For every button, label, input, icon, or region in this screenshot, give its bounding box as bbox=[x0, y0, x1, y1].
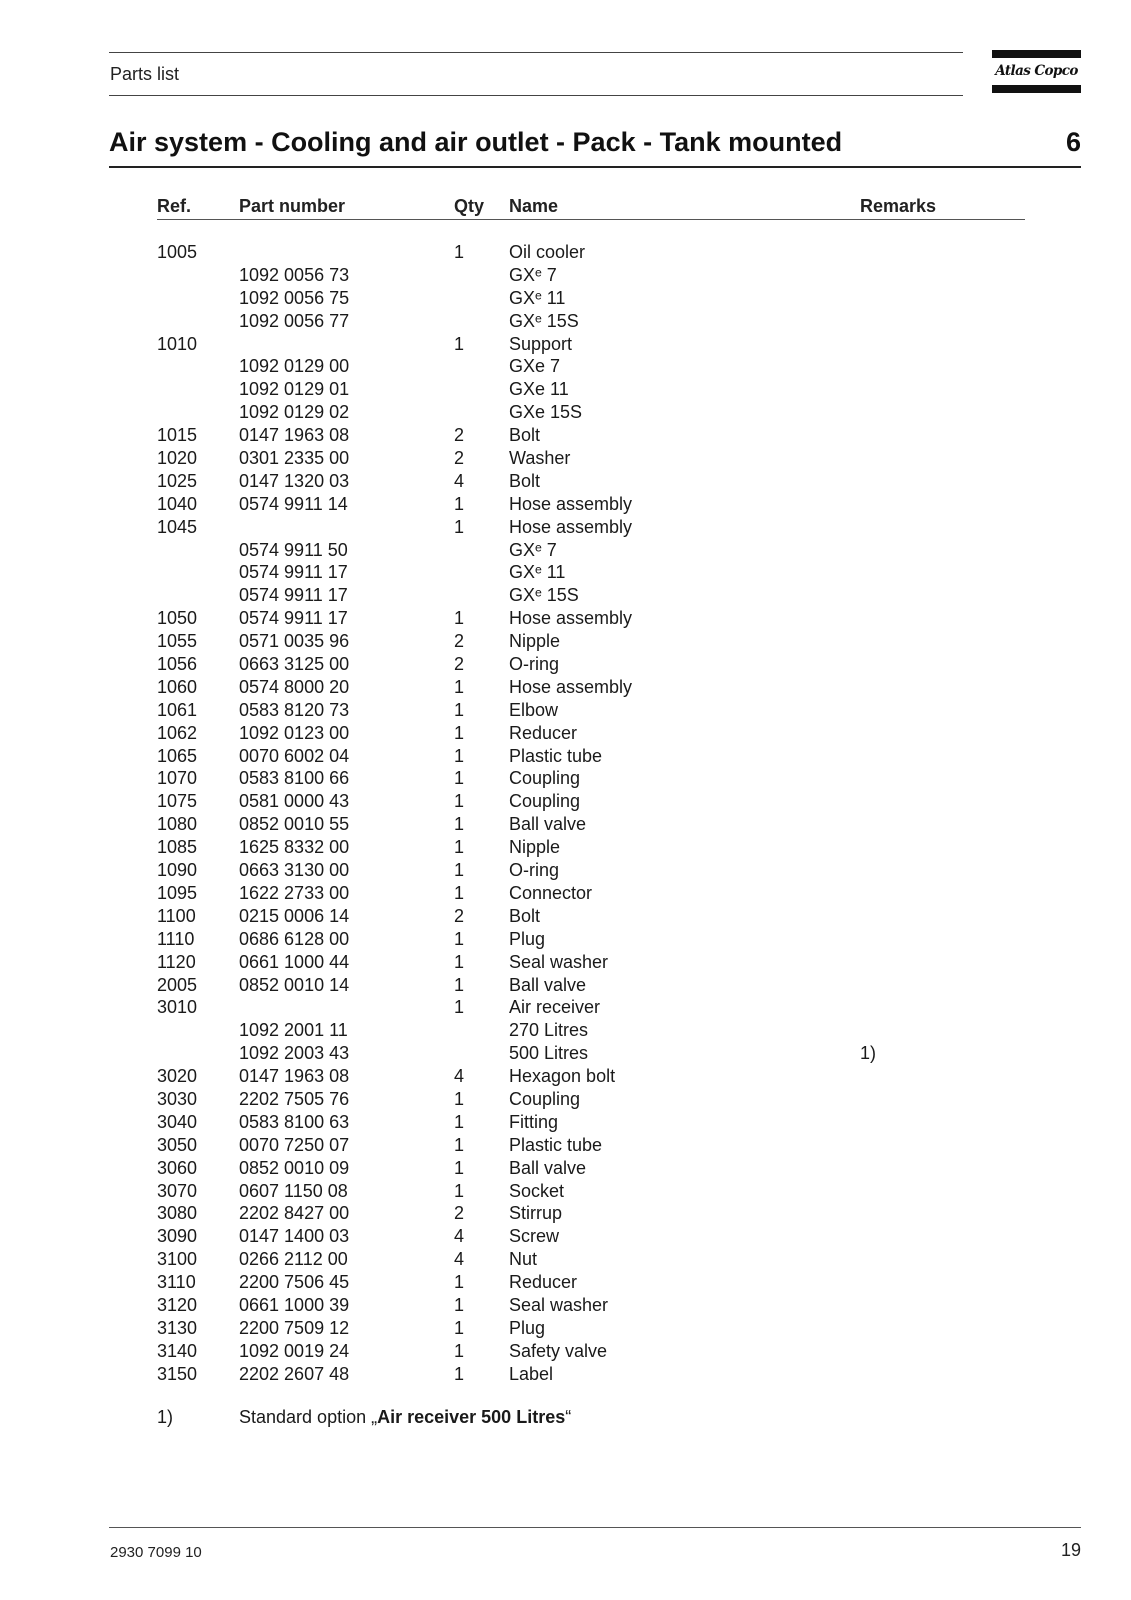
row-ref: 3070 bbox=[157, 1180, 198, 1201]
page-title: Air system - Cooling and air outlet - Pack - Tank mounted bbox=[109, 127, 843, 157]
row-ref: 3040 bbox=[157, 1111, 198, 1132]
row-qty: 2 bbox=[454, 425, 465, 446]
row-part-number: 1092 0129 01 bbox=[239, 379, 350, 400]
table-row bbox=[0, 1202, 1131, 1225]
row-part-number: 0663 3125 00 bbox=[239, 654, 350, 675]
row-name: Support bbox=[509, 333, 573, 354]
header-bottom-rule bbox=[109, 95, 963, 96]
table-row bbox=[0, 1363, 1131, 1386]
row-part-number: 0266 2112 00 bbox=[239, 1249, 348, 1270]
row-name: Elbow bbox=[509, 699, 559, 720]
row-name: Coupling bbox=[509, 1088, 581, 1109]
row-part-number: 0583 8100 66 bbox=[239, 768, 350, 789]
table-row bbox=[0, 745, 1131, 768]
header-section-label: Parts list bbox=[110, 64, 180, 84]
row-ref: 1005 bbox=[157, 242, 198, 262]
row-part-number: 0583 8100 63 bbox=[239, 1111, 350, 1132]
row-name: GXᵉ 15S bbox=[509, 585, 579, 606]
row-ref: 3110 bbox=[157, 1272, 196, 1293]
row-qty: 1 bbox=[454, 333, 465, 354]
row-name: Seal washer bbox=[509, 1294, 609, 1315]
row-qty: 1 bbox=[454, 1157, 465, 1178]
row-ref: 1110 bbox=[157, 928, 195, 949]
row-ref: 3100 bbox=[157, 1249, 198, 1270]
row-part-number: 0070 6002 04 bbox=[239, 745, 350, 766]
table-row bbox=[0, 722, 1131, 745]
table-row bbox=[0, 539, 1131, 562]
row-qty: 1 bbox=[454, 1088, 465, 1109]
table-row bbox=[0, 310, 1131, 333]
footnote-text-prefix: Standard option „ bbox=[239, 1407, 378, 1427]
row-qty: 1 bbox=[454, 1317, 465, 1338]
table-row bbox=[0, 1134, 1131, 1157]
row-name: Hose assembly bbox=[509, 676, 633, 697]
row-qty: 1 bbox=[454, 882, 465, 903]
table-row bbox=[0, 974, 1131, 997]
row-name: Air receiver bbox=[509, 997, 601, 1018]
row-part-number: 0663 3130 00 bbox=[239, 860, 350, 881]
row-name: GXe 11 bbox=[509, 379, 569, 400]
table-row bbox=[0, 1271, 1131, 1294]
table-row bbox=[0, 447, 1131, 470]
row-ref: 3090 bbox=[157, 1226, 198, 1247]
table-row bbox=[0, 1111, 1131, 1134]
row-part-number: 2200 7509 12 bbox=[239, 1317, 350, 1338]
row-ref: 3050 bbox=[157, 1134, 198, 1155]
page-number: 19 bbox=[1060, 1540, 1081, 1560]
row-name: Fitting bbox=[509, 1111, 559, 1132]
row-name: Plug bbox=[509, 928, 546, 949]
row-ref: 3060 bbox=[157, 1157, 198, 1178]
row-qty: 1 bbox=[454, 516, 465, 537]
row-qty: 1 bbox=[454, 928, 465, 949]
column-header-qty: Qty bbox=[454, 196, 485, 216]
row-qty: 1 bbox=[454, 791, 465, 812]
logo-top-bar bbox=[992, 50, 1081, 58]
row-name: Hexagon bolt bbox=[509, 1066, 616, 1087]
table-row bbox=[0, 1225, 1131, 1248]
row-part-number: 0574 9911 17 bbox=[239, 585, 348, 606]
row-qty: 2 bbox=[454, 905, 465, 926]
row-ref: 3120 bbox=[157, 1294, 198, 1315]
row-qty: 1 bbox=[454, 974, 465, 995]
row-name: Plastic tube bbox=[509, 745, 603, 766]
row-name: GXe 15S bbox=[509, 402, 583, 423]
row-part-number: 0070 7250 07 bbox=[239, 1134, 350, 1155]
row-name: Coupling bbox=[509, 791, 581, 812]
table-row bbox=[0, 1294, 1131, 1317]
logo-bottom-bar bbox=[992, 85, 1081, 93]
row-part-number: 0574 9911 17 bbox=[239, 562, 348, 583]
title-rule bbox=[109, 166, 1081, 168]
row-ref: 1070 bbox=[157, 768, 198, 789]
table-row bbox=[0, 516, 1131, 539]
row-ref: 1045 bbox=[157, 516, 198, 537]
table-row bbox=[0, 653, 1131, 676]
row-ref: 1025 bbox=[157, 470, 198, 491]
table-row bbox=[0, 859, 1131, 882]
row-ref: 1015 bbox=[157, 425, 198, 446]
row-ref: 1061 bbox=[157, 699, 198, 720]
row-name: O-ring bbox=[509, 860, 560, 881]
table-row bbox=[0, 928, 1131, 951]
row-part-number: 1092 2003 43 bbox=[239, 1043, 350, 1064]
row-name: Reducer bbox=[509, 722, 578, 743]
row-part-number: 1622 2733 00 bbox=[239, 882, 350, 903]
row-ref: 3080 bbox=[157, 1203, 198, 1224]
row-part-number: 0147 1320 03 bbox=[239, 470, 350, 491]
table-row bbox=[0, 1317, 1131, 1340]
row-ref: 1075 bbox=[157, 791, 198, 812]
row-name: O-ring bbox=[509, 654, 560, 675]
row-name: Reducer bbox=[509, 1272, 578, 1293]
table-row bbox=[0, 699, 1131, 722]
row-qty: 1 bbox=[454, 1363, 465, 1384]
row-name: Socket bbox=[509, 1180, 565, 1201]
row-name: Seal washer bbox=[509, 951, 609, 972]
row-qty: 1 bbox=[454, 608, 465, 629]
row-name: Washer bbox=[509, 448, 571, 469]
row-qty: 2 bbox=[454, 631, 465, 652]
table-row bbox=[0, 767, 1131, 790]
row-ref: 1040 bbox=[157, 493, 198, 514]
row-part-number: 2202 8427 00 bbox=[239, 1203, 350, 1224]
table-row bbox=[0, 493, 1131, 516]
table-row bbox=[0, 561, 1131, 584]
row-name: Hose assembly bbox=[509, 493, 633, 514]
row-name: GXᵉ 15S bbox=[509, 310, 579, 331]
row-name: Plastic tube bbox=[509, 1134, 603, 1155]
row-name: GXe 7 bbox=[509, 356, 561, 377]
table-row bbox=[0, 1019, 1131, 1042]
row-part-number: 0301 2335 00 bbox=[239, 448, 350, 469]
row-part-number: 0574 9911 14 bbox=[239, 493, 348, 514]
row-part-number: 0583 8120 73 bbox=[239, 699, 350, 720]
column-header-ref: Ref. bbox=[157, 196, 192, 216]
row-part-number: 0581 0000 43 bbox=[239, 791, 350, 812]
row-ref: 1120 bbox=[157, 951, 196, 972]
table-row bbox=[0, 813, 1131, 836]
row-name: Coupling bbox=[509, 768, 581, 789]
row-qty: 4 bbox=[454, 1249, 465, 1270]
row-part-number: 0607 1150 08 bbox=[239, 1180, 348, 1201]
row-name: Nipple bbox=[509, 837, 561, 858]
footnote-text-bold: Air receiver 500 Litres bbox=[377, 1407, 566, 1427]
row-qty: 4 bbox=[454, 470, 465, 491]
table-row bbox=[0, 1340, 1131, 1363]
row-name: Safety valve bbox=[509, 1340, 608, 1361]
row-ref: 1050 bbox=[157, 608, 198, 629]
row-qty: 1 bbox=[454, 951, 465, 972]
row-name: GXᵉ 7 bbox=[509, 539, 557, 560]
row-ref: 3130 bbox=[157, 1317, 198, 1338]
row-name: Label bbox=[509, 1363, 554, 1384]
row-qty: 1 bbox=[454, 493, 465, 514]
row-name: Nut bbox=[509, 1249, 538, 1270]
row-qty: 2 bbox=[454, 1203, 465, 1224]
row-qty: 2 bbox=[454, 448, 465, 469]
table-row bbox=[0, 1065, 1131, 1088]
row-part-number: 0574 8000 20 bbox=[239, 676, 350, 697]
row-part-number: 0661 1000 44 bbox=[239, 951, 350, 972]
row-name: Ball valve bbox=[509, 974, 587, 995]
row-name: Screw bbox=[509, 1226, 560, 1247]
logo-wordmark: Atlas Copco bbox=[995, 63, 1078, 79]
row-part-number: 0574 9911 17 bbox=[239, 608, 348, 629]
row-part-number: 0571 0035 96 bbox=[239, 631, 350, 652]
table-row bbox=[0, 882, 1131, 905]
row-name: Bolt bbox=[509, 425, 541, 446]
row-qty: 1 bbox=[454, 1340, 465, 1361]
row-qty: 1 bbox=[454, 1294, 465, 1315]
table-row bbox=[0, 355, 1131, 378]
row-ref: 1020 bbox=[157, 448, 198, 469]
table-row bbox=[0, 1157, 1131, 1180]
table-row bbox=[0, 424, 1131, 447]
row-name: GXᵉ 7 bbox=[509, 264, 557, 285]
row-qty: 4 bbox=[454, 1226, 465, 1247]
row-qty: 4 bbox=[454, 1066, 465, 1087]
row-qty: 2 bbox=[454, 654, 465, 675]
row-ref: 1095 bbox=[157, 882, 198, 903]
row-ref: 1062 bbox=[157, 722, 198, 743]
row-name: Hose assembly bbox=[509, 516, 633, 537]
row-qty: 1 bbox=[454, 997, 465, 1018]
row-part-number: 0852 0010 09 bbox=[239, 1157, 350, 1178]
row-part-number: 1092 0056 77 bbox=[239, 310, 350, 331]
row-qty: 1 bbox=[454, 1111, 465, 1132]
row-part-number: 1092 0056 73 bbox=[239, 264, 350, 285]
table-row bbox=[0, 401, 1131, 424]
row-ref: 2005 bbox=[157, 974, 198, 995]
table-row bbox=[0, 470, 1131, 493]
row-name: 270 Litres bbox=[509, 1020, 589, 1041]
table-row bbox=[0, 996, 1131, 1019]
row-ref: 3010 bbox=[157, 997, 198, 1018]
row-ref: 1065 bbox=[157, 745, 198, 766]
row-name: Plug bbox=[509, 1317, 546, 1338]
table-row bbox=[0, 584, 1131, 607]
row-qty: 1 bbox=[454, 676, 465, 697]
table-row bbox=[0, 241, 1131, 264]
row-ref: 1055 bbox=[157, 631, 198, 652]
row-part-number: 0215 0006 14 bbox=[239, 905, 350, 926]
row-part-number: 1092 0129 02 bbox=[239, 402, 350, 423]
table-row bbox=[0, 1042, 1131, 1065]
row-qty: 1 bbox=[454, 1272, 465, 1293]
row-name: Hose assembly bbox=[509, 608, 633, 629]
row-name: Ball valve bbox=[509, 1157, 587, 1178]
row-part-number: 1092 0129 00 bbox=[239, 356, 350, 377]
row-qty: 1 bbox=[454, 1180, 465, 1201]
row-name: 500 Litres bbox=[509, 1043, 589, 1064]
table-row bbox=[0, 1088, 1131, 1111]
table-row bbox=[0, 264, 1131, 287]
footnote-text-suffix: “ bbox=[565, 1407, 572, 1427]
table-row bbox=[0, 333, 1131, 356]
row-name: Bolt bbox=[509, 470, 541, 491]
table-row bbox=[0, 287, 1131, 310]
header-top-rule bbox=[109, 52, 963, 53]
column-header-remarks: Remarks bbox=[860, 196, 937, 216]
table-row bbox=[0, 790, 1131, 813]
row-qty: 1 bbox=[454, 837, 465, 858]
row-part-number: 2200 7506 45 bbox=[239, 1272, 350, 1293]
row-ref: 1090 bbox=[157, 860, 198, 881]
row-ref: 1010 bbox=[157, 333, 198, 354]
row-ref: 1085 bbox=[157, 837, 198, 858]
table-row bbox=[0, 1248, 1131, 1271]
row-part-number: 2202 7505 76 bbox=[239, 1088, 350, 1109]
row-part-number: 1092 0056 75 bbox=[239, 287, 350, 308]
row-ref: 3020 bbox=[157, 1066, 198, 1087]
row-qty: 1 bbox=[454, 745, 465, 766]
table-row bbox=[0, 630, 1131, 653]
parts-table bbox=[0, 241, 1131, 1386]
row-part-number: 1092 0123 00 bbox=[239, 722, 350, 743]
row-remarks: 1) bbox=[860, 1043, 877, 1064]
column-header-rule bbox=[157, 219, 1025, 220]
row-part-number: 0686 6128 00 bbox=[239, 928, 350, 949]
row-ref: 1060 bbox=[157, 676, 198, 697]
row-name: Oil cooler bbox=[509, 242, 586, 262]
row-part-number: 2202 2607 48 bbox=[239, 1363, 350, 1384]
row-part-number: 1092 0019 24 bbox=[239, 1340, 350, 1361]
row-name: Connector bbox=[509, 882, 593, 903]
row-ref: 1080 bbox=[157, 814, 198, 835]
row-ref: 1100 bbox=[157, 905, 196, 926]
row-part-number: 0852 0010 14 bbox=[239, 974, 350, 995]
table-row bbox=[0, 1180, 1131, 1203]
table-row bbox=[0, 905, 1131, 928]
row-ref: 3030 bbox=[157, 1088, 198, 1109]
row-name: GXᵉ 11 bbox=[509, 287, 566, 308]
table-row bbox=[0, 836, 1131, 859]
table-row bbox=[0, 378, 1131, 401]
row-part-number: 0147 1963 08 bbox=[239, 1066, 350, 1087]
row-part-number: 0852 0010 55 bbox=[239, 814, 350, 835]
row-part-number: 1092 2001 11 bbox=[239, 1020, 348, 1041]
row-qty: 1 bbox=[454, 1134, 465, 1155]
row-ref: 3150 bbox=[157, 1363, 198, 1384]
footnote-marker: 1) bbox=[157, 1407, 174, 1427]
document-number: 2930 7099 10 bbox=[110, 1544, 202, 1561]
row-qty: 1 bbox=[454, 860, 465, 881]
row-part-number: 1625 8332 00 bbox=[239, 837, 350, 858]
row-name: Ball valve bbox=[509, 814, 587, 835]
row-qty: 1 bbox=[454, 242, 465, 262]
row-name: Bolt bbox=[509, 905, 541, 926]
row-qty: 1 bbox=[454, 768, 465, 789]
row-name: Nipple bbox=[509, 631, 561, 652]
row-part-number: 0574 9911 50 bbox=[239, 539, 348, 560]
column-header-part-number: Part number bbox=[239, 196, 346, 216]
row-qty: 1 bbox=[454, 722, 465, 743]
row-ref: 3140 bbox=[157, 1340, 198, 1361]
row-ref: 1056 bbox=[157, 654, 198, 675]
footnote-text bbox=[239, 1407, 571, 1428]
row-qty: 1 bbox=[454, 814, 465, 835]
row-name: GXᵉ 11 bbox=[509, 562, 566, 583]
row-qty: 1 bbox=[454, 699, 465, 720]
row-name: Stirrup bbox=[509, 1203, 563, 1224]
section-number: 6 bbox=[1065, 127, 1081, 157]
row-part-number: 0147 1400 03 bbox=[239, 1226, 350, 1247]
column-header-name: Name bbox=[509, 196, 559, 216]
row-part-number: 0661 1000 39 bbox=[239, 1294, 350, 1315]
table-row bbox=[0, 951, 1131, 974]
footer-rule bbox=[109, 1527, 1081, 1528]
table-row bbox=[0, 607, 1131, 630]
atlas-copco-logo bbox=[992, 50, 1081, 94]
row-part-number: 0147 1963 08 bbox=[239, 425, 350, 446]
table-row bbox=[0, 676, 1131, 699]
